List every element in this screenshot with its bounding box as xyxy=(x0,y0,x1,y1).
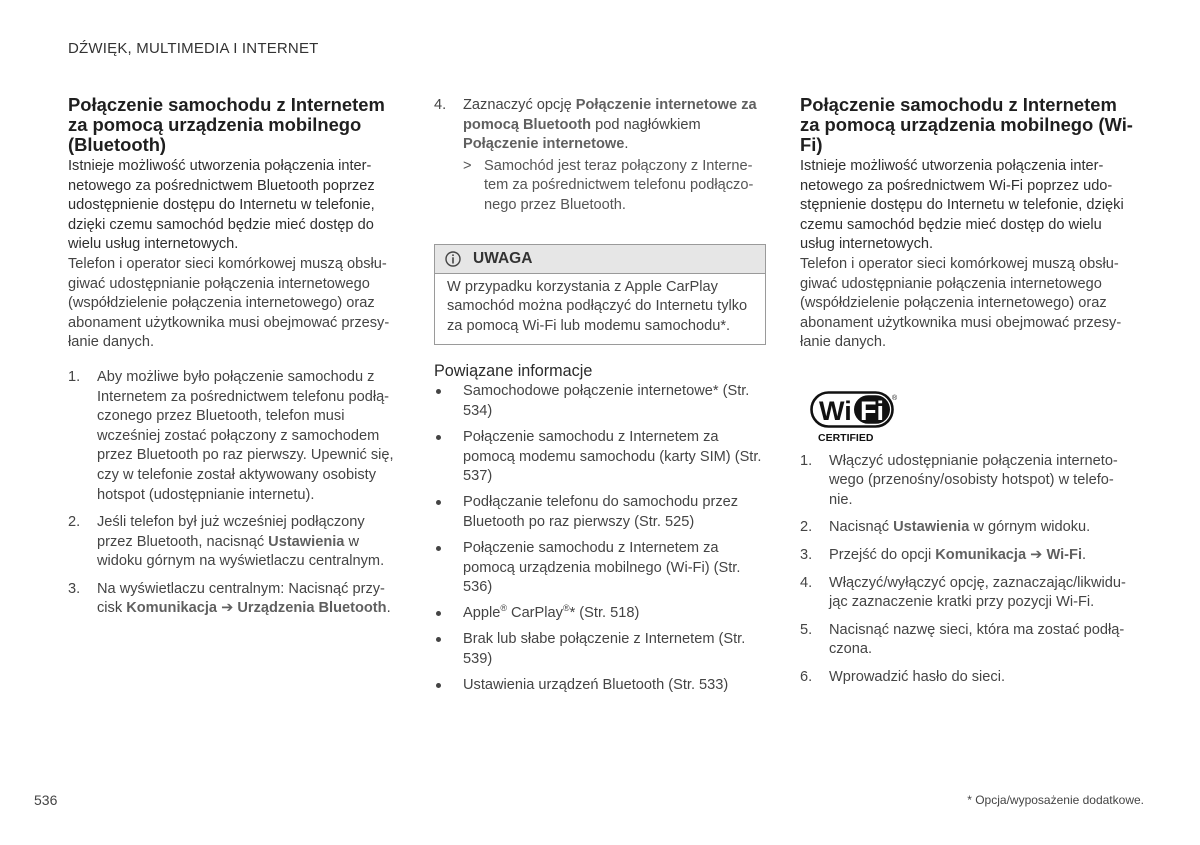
related-link[interactable] xyxy=(434,382,768,421)
related-link[interactable] xyxy=(434,539,768,598)
ui-term-communication: Komunikacja xyxy=(126,600,218,617)
step-text: Wprowadzić hasło do sieci. xyxy=(829,668,1006,685)
related-link-text: Ustawienia urządzeń Bluetooth (Str. 533) xyxy=(463,677,729,694)
ui-term-settings: Ustawienia xyxy=(268,533,345,550)
bullet xyxy=(436,637,441,642)
bullet xyxy=(436,435,441,440)
step-number: 4. xyxy=(434,97,447,113)
related-link[interactable] xyxy=(434,604,768,624)
info-icon xyxy=(445,251,461,267)
related-link-text: Samochodowe połączenie internetowe* (Str. 534) xyxy=(463,383,750,419)
related-link-text: Połączenie samochodu z Internetem za pomocą modemu samochodu (karty SIM) (Str. 537) xyxy=(463,429,762,485)
requirements-paragraph: Telefon i operator sieci komórkowej muszą obsłu-giwać udostępnianie połączenia internetowego (współdzielenie połączenia internetowego) oraz abonament użytkownika musi obejmować przesy-łanie danych. xyxy=(68,255,390,351)
step-number: 2. xyxy=(800,519,813,536)
step-result xyxy=(434,157,768,216)
related-info-title: Powiązane informacje xyxy=(434,362,593,381)
step-number: 4. xyxy=(800,574,813,591)
note-text: W przypadku korzystania z Apple CarPlay samochód można podłączyć do Internetu tylko za pomocą Wi-Fi lub modemu samochodu*. xyxy=(447,278,748,334)
ui-term-communication: Komunikacja xyxy=(935,546,1027,563)
section-title-bluetooth: Połączenie samochodu z Internetem za pomocą urządzenia mobilnego (Bluetooth) xyxy=(68,94,385,155)
steps-list xyxy=(68,368,402,619)
ui-term-bluetooth-connection: Połączenie internetowe za pomocą Bluetooth xyxy=(463,97,757,133)
step-number: 6. xyxy=(800,668,813,685)
related-link[interactable] xyxy=(434,428,768,487)
step-1 xyxy=(68,368,402,505)
logo-wi-text: Wi xyxy=(819,395,852,426)
bullet xyxy=(436,389,441,394)
step-4 xyxy=(434,96,768,155)
section-title-wifi: Połączenie samochodu z Internetem za pomocą urządzenia mobilnego (Wi-Fi) xyxy=(800,94,1133,155)
step-number: 2. xyxy=(68,514,81,531)
related-link-text: Połączenie samochodu z Internetem za pomocą urządzenia mobilnego (Wi-Fi) (Str. 536) xyxy=(463,540,741,596)
wifi-step-1 xyxy=(800,452,1134,511)
step-text: Jeśli telefon był już wcześniej podłączony przez Bluetooth, nacisnąć xyxy=(97,514,365,550)
intro-paragraph: Istnieje możliwość utworzenia połączenia inter-netowego za pośrednictwem Wi-Fi poprzez udo-stępnienie dostępu do Internetu w telefonie, dzięki czemu samochód będzie mieć dostęp do wielu usług internetowych. xyxy=(800,158,1124,253)
wifi-step-2 xyxy=(800,518,1134,538)
wifi-step-3 xyxy=(800,546,1134,566)
step-text: Włączyć udostępnianie połączenia interneto-wego (przenośny/osobisty hotspot) w telefo-nie. xyxy=(829,452,1118,508)
result-marker: > xyxy=(463,157,472,174)
wifi-steps-list xyxy=(800,452,1134,688)
related-link[interactable] xyxy=(434,493,768,532)
footnote: * Opcja/wyposażenie dodatkowe. xyxy=(967,793,1144,807)
step-text: . xyxy=(386,600,391,617)
related-link[interactable] xyxy=(434,630,768,669)
step-text: pod nagłówkiem xyxy=(591,116,701,133)
related-link-text: Apple xyxy=(463,605,501,622)
step-number: 5. xyxy=(800,621,813,638)
arrow-right-icon: ➔ xyxy=(221,600,234,617)
step-3 xyxy=(68,580,402,619)
related-link-text: CarPlay xyxy=(506,605,563,622)
intro-paragraph: Istnieje możliwość utworzenia połączenia inter-netowego za pośrednictwem Bluetooth poprzez udostępnienie dostępu do Internetu w telefonie, dzięki czemu samochód będzie mieć dostęp do wielu usług internetowych. xyxy=(68,158,375,253)
wifi-certified-logo xyxy=(810,391,900,445)
related-link-text: Podłączanie telefonu do samochodu przez Bluetooth po raz pierwszy (Str. 525) xyxy=(463,494,739,530)
arrow-right-icon: ➔ xyxy=(1030,546,1043,563)
note-header xyxy=(435,245,765,274)
column-bluetooth xyxy=(68,95,402,627)
logo-certified-text: CERTIFIED xyxy=(818,431,874,444)
step-text: Aby możliwe było połączenie samochodu z Internetem za pośrednictwem telefonu podłą-czonego przez Bluetooth, telefon musi wcześniej zostać połączony z samochodem przez Bluetooth po raz pierwszy. Upewnić się, czy w telefonie został aktywowany osobisty hotspot (udostępnianie internetu). xyxy=(97,368,394,503)
ui-term-settings: Ustawienia xyxy=(893,519,970,536)
related-link-text: Brak lub słabe połączenie z Internetem (Str. 539) xyxy=(463,631,746,667)
step-number: 3. xyxy=(800,546,813,563)
column-wifi xyxy=(800,95,1134,695)
column-middle xyxy=(434,96,768,702)
step-text: Nacisnąć nazwę sieci, która ma zostać podłą-czona. xyxy=(829,621,1125,658)
step-text: Zaznaczyć opcję xyxy=(463,97,576,113)
logo-registered-mark: ® xyxy=(892,394,898,402)
wifi-step-5 xyxy=(800,621,1134,660)
step-number: 1. xyxy=(800,452,813,469)
steps-list-continued xyxy=(434,96,768,155)
step-text: . xyxy=(624,136,629,153)
registered-mark: ® xyxy=(562,603,570,614)
step-number: 3. xyxy=(68,580,81,597)
bullet xyxy=(436,500,441,505)
requirements-paragraph: Telefon i operator sieci komórkowej muszą obsłu-giwać udostępnianie połączenia internetowego (współdzielenie połączenia internetowego) oraz abonament użytkownika musi obejmować przesy-łanie danych. xyxy=(800,255,1122,351)
step-number: 1. xyxy=(68,368,81,385)
registered-mark: ® xyxy=(500,603,507,614)
bullet xyxy=(436,546,441,551)
note-title: UWAGA xyxy=(473,249,533,267)
ui-term-bluetooth-devices: Urządzenia Bluetooth xyxy=(237,600,387,617)
bullet xyxy=(436,683,441,688)
step-text: Przejść do opcji xyxy=(829,546,936,563)
ui-term-internet-connection: Połączenie internetowe xyxy=(463,136,625,153)
step-text: Włączyć/wyłączyć opcję, zaznaczając/likwidu-jąc zaznaczenie kratki przy pozycji Wi-Fi. xyxy=(829,574,1126,611)
step-text: . xyxy=(1082,546,1087,563)
ui-term-wifi: Wi-Fi xyxy=(1046,546,1082,563)
related-link-text: * (Str. 518) xyxy=(569,605,640,622)
page-header: DŹWIĘK, MULTIMEDIA I INTERNET xyxy=(68,40,319,57)
wifi-step-6 xyxy=(800,668,1134,688)
result-text: Samochód jest teraz połączony z Interne-tem za pośrednictwem telefonu podłączo-nego przez Bluetooth. xyxy=(484,157,754,213)
page-number: 536 xyxy=(34,792,58,808)
step-text: Na wyświetlaczu centralnym: Nacisnąć przy-cisk xyxy=(97,580,385,617)
note-box xyxy=(434,244,766,346)
step-2 xyxy=(68,513,402,572)
related-links-list xyxy=(434,382,768,695)
wifi-step-4 xyxy=(800,574,1134,613)
bullet xyxy=(436,611,441,616)
logo-fi-text: Fi xyxy=(860,395,884,426)
step-text: Nacisnąć xyxy=(829,519,894,536)
step-text: w górnym widoku. xyxy=(969,519,1091,536)
related-link[interactable] xyxy=(434,676,768,696)
step-text: w widoku górnym na wyświetlaczu centralnym. xyxy=(97,533,385,570)
